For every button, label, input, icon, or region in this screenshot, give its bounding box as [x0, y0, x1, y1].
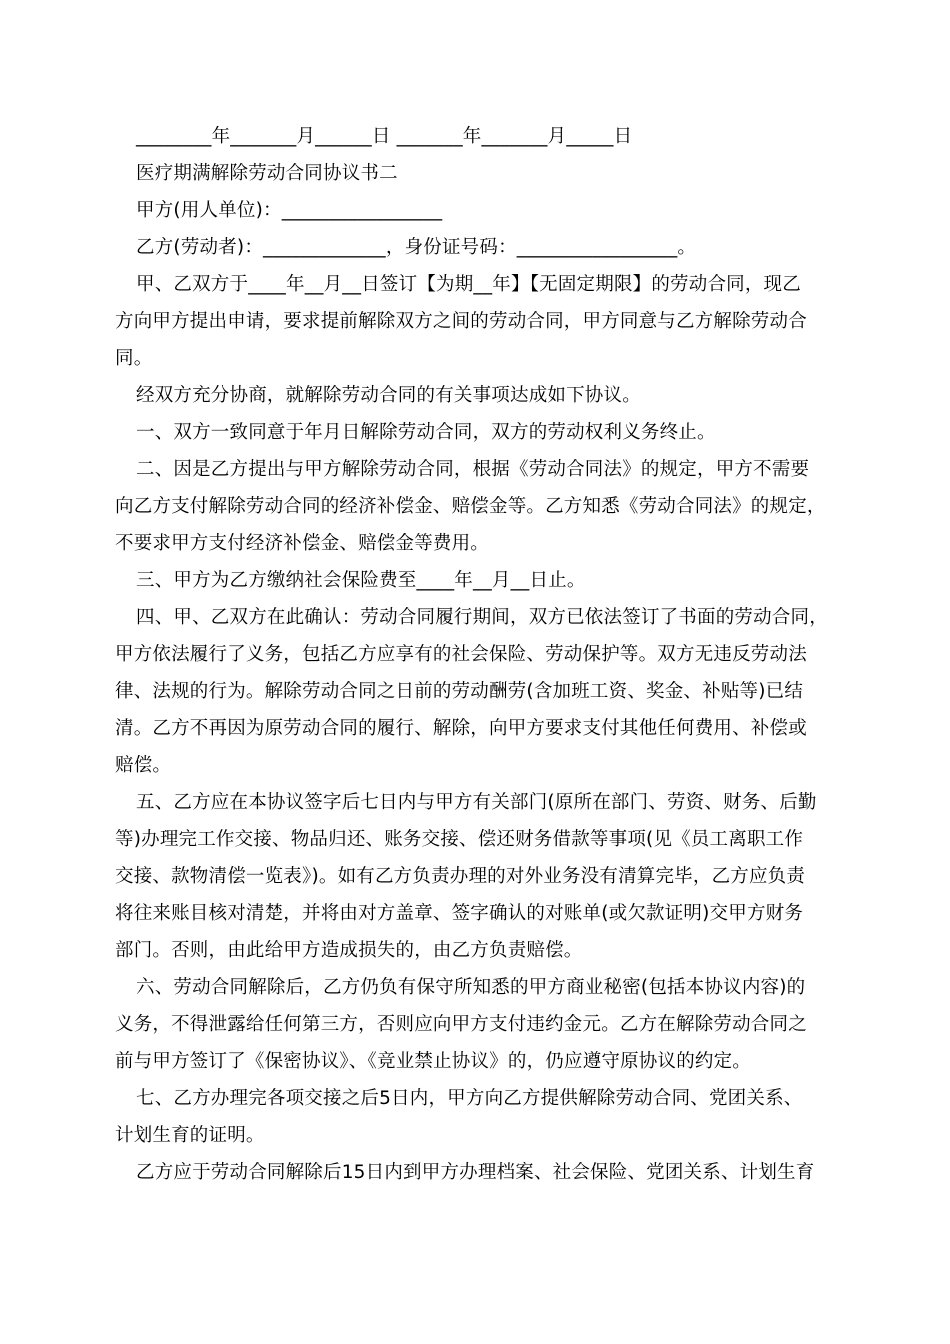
- clause-4-line: 赔偿。: [115, 755, 172, 776]
- document-body: [115, 118, 839, 1191]
- paragraph-line: 方向甲方提出申请，要求提前解除双方之间的劳动合同，甲方同意与乙方解除劳动合: [115, 311, 807, 332]
- clause-6-line: 六、劳动合同解除后，乙方仍负有保守所知悉的甲方商业秘密(包括本协议内容)的: [136, 977, 806, 998]
- clause-1-line: 一、双方一致同意于年月日解除劳动合同，双方的劳动权利义务终止。: [136, 422, 716, 443]
- paragraph-line: 经双方充分协商，就解除劳动合同的有关事项达成如下协议。: [136, 385, 641, 406]
- clause-3-line: 三、甲方为乙方缴纳社会保险费至____年__月__日止。: [136, 570, 586, 591]
- date-line: ________年_______月______日 _______年_______月_____日: [136, 126, 633, 147]
- paragraph-line: 甲、乙双方于____年__月__日签订【为期__年】【无固定期限】的劳动合同，现乙: [136, 274, 801, 295]
- clause-7-line: 七、乙方办理完各项交接之后5日内，甲方向乙方提供解除劳动合同、党团关系、: [136, 1088, 803, 1109]
- party-b-line: 乙方(劳动者)：_____________，身份证号码：_________________。: [136, 237, 697, 258]
- clause-5-line: 等)办理完工作交接、物品归还、账务交接、偿还财务借款等事项(见《员工离职工作: [115, 829, 804, 850]
- party-a-line: 甲方(用人单位)：_________________: [136, 200, 443, 221]
- clause-6-line: 前与甲方签订了《保密协议》、《竞业禁止协议》的，仍应遵守原协议的约定。: [115, 1051, 752, 1072]
- clause-2-line: 不要求甲方支付经济补偿金、赔偿金等费用。: [115, 533, 490, 554]
- clause-5-line: 将往来账目核对清楚，并将由对方盖章、签字确认的对账单(或欠款证明)交甲方财务: [115, 903, 804, 924]
- clause-4-line: 四、甲、乙双方在此确认：劳动合同履行期间，双方已依法签订了书面的劳动合同，: [136, 607, 828, 628]
- clause-2-line: 二、因是乙方提出与甲方解除劳动合同，根据《劳动合同法》的规定，甲方不需要: [136, 459, 810, 480]
- document-title: 医疗期满解除劳动合同协议书二: [136, 163, 398, 184]
- clause-5-line: 部门。否则，由此给甲方造成损失的，由乙方负责赔偿。: [115, 940, 583, 961]
- clause-4-line: 清。乙方不再因为原劳动合同的履行、解除，向甲方要求支付其他任何费用、补偿或: [115, 718, 807, 739]
- clause-2-line: 向乙方支付解除劳动合同的经济补偿金、赔偿金等。乙方知悉《劳动合同法》的规定，: [115, 496, 826, 517]
- clause-4-line: 律、法规的行为。解除劳动合同之日前的劳动酬劳(含加班工资、奖金、补贴等)已结: [115, 681, 804, 702]
- paragraph-line: 同。: [115, 348, 153, 369]
- clause-7-line: 计划生育的证明。: [115, 1125, 265, 1146]
- clause-5-line: 交接、款物清偿一览表》)。如有乙方负责办理的对外业务没有清算完毕，乙方应负责: [115, 866, 806, 887]
- clause-4-line: 甲方依法履行了义务，包括乙方应享有的社会保险、劳动保护等。双方无违反劳动法: [115, 644, 807, 665]
- clause-6-line: 义务，不得泄露给任何第三方，否则应向甲方支付违约金元。乙方在解除劳动合同之: [115, 1014, 807, 1035]
- clause-5-line: 五、乙方应在本协议签字后七日内与甲方有关部门(原所在部门、劳资、财务、后勤: [136, 792, 817, 813]
- paragraph-line: 乙方应于劳动合同解除后15日内到甲方办理档案、社会保险、党团关系、计划生育: [136, 1162, 815, 1183]
